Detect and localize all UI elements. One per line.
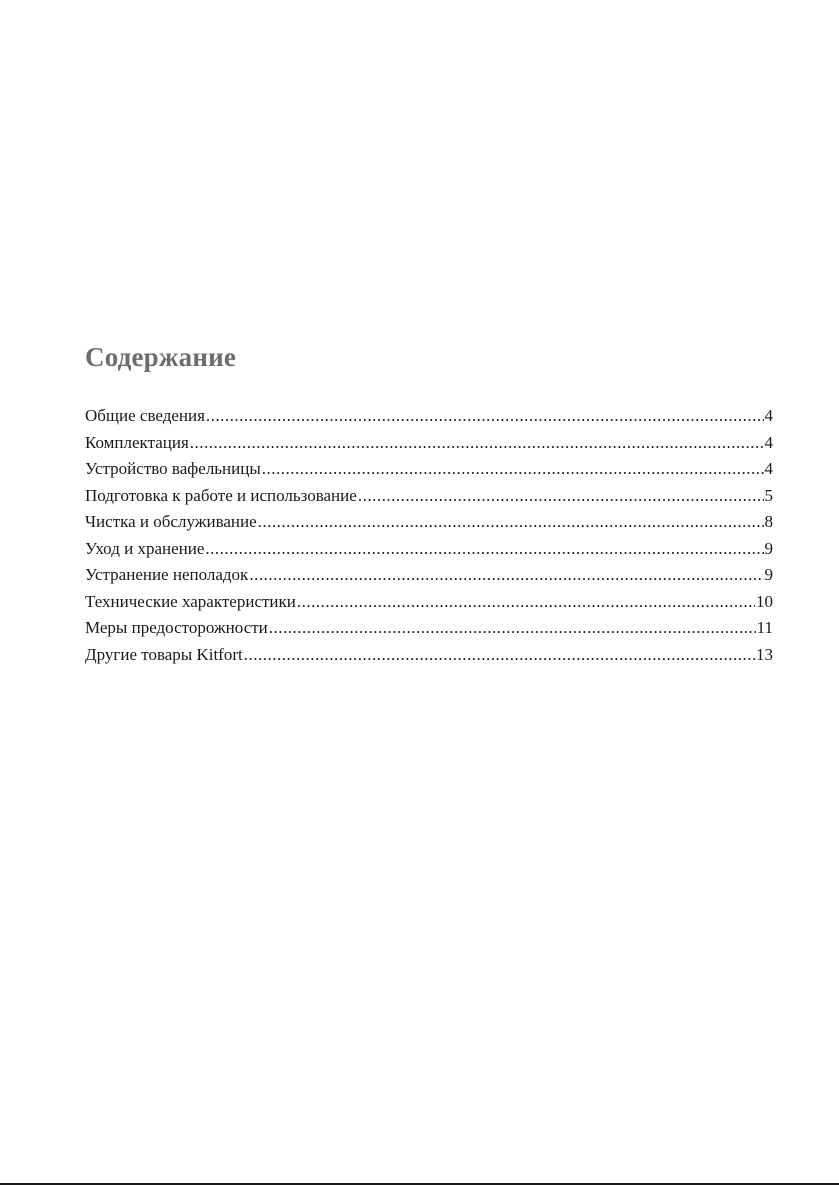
toc-entry-leader: [297, 589, 755, 616]
toc-entry-leader: [358, 483, 764, 510]
toc-entry-page: 4: [764, 459, 773, 478]
toc-entry[interactable]: [85, 483, 773, 510]
toc-entry[interactable]: [85, 589, 773, 616]
toc-entry-leader: [262, 456, 764, 483]
toc-entry-title: Общие сведения: [85, 406, 205, 425]
toc-entry-title: Комплектация: [85, 432, 189, 452]
toc-entry[interactable]: [85, 536, 773, 563]
toc-entry-title: Подготовка к работе и использование: [85, 485, 357, 505]
toc-entry-leader: [244, 642, 755, 669]
toc-entry-leader: [258, 509, 764, 536]
toc-entry-title: Технические характеристики: [85, 591, 296, 611]
toc-entry-title: Устранение неполадок: [85, 565, 249, 584]
toc-entry-title: Уход и хранение: [85, 538, 205, 558]
toc-entry-title: Меры предосторожности: [85, 618, 268, 637]
toc-entry-page: 13: [756, 644, 773, 664]
toc-entry[interactable]: [85, 403, 773, 430]
toc-entry-page: 5: [764, 485, 773, 505]
toc-entry-page: 4: [764, 406, 773, 425]
toc-entry-page: 9: [764, 565, 773, 584]
toc-heading: Содержание: [85, 342, 237, 372]
toc-entry-title: Другие товары Kitfort: [85, 644, 243, 664]
toc-entry-title: Устройство вафельницы: [85, 459, 261, 478]
toc-entry[interactable]: [85, 615, 773, 642]
toc-entry-page: 9: [764, 538, 773, 558]
toc-entry[interactable]: [85, 456, 773, 483]
toc-entry-page: 11: [756, 618, 773, 637]
toc-entry[interactable]: [85, 509, 773, 536]
toc-entry[interactable]: [85, 642, 773, 669]
toc-entry-leader: [190, 430, 764, 457]
toc-entry[interactable]: [85, 562, 773, 589]
toc-entry-leader: [206, 403, 764, 430]
toc-entry-leader: [205, 536, 763, 563]
toc-entry-title: Чистка и обслуживание: [85, 512, 257, 531]
toc-entry-leader: [269, 615, 756, 642]
toc-entry-page: 4: [764, 432, 773, 452]
toc-list: [85, 403, 773, 668]
toc-entry-leader: [249, 562, 763, 589]
toc-entry[interactable]: [85, 430, 773, 457]
toc-entry-page: 10: [756, 591, 773, 611]
toc-entry-page: 8: [764, 512, 773, 531]
